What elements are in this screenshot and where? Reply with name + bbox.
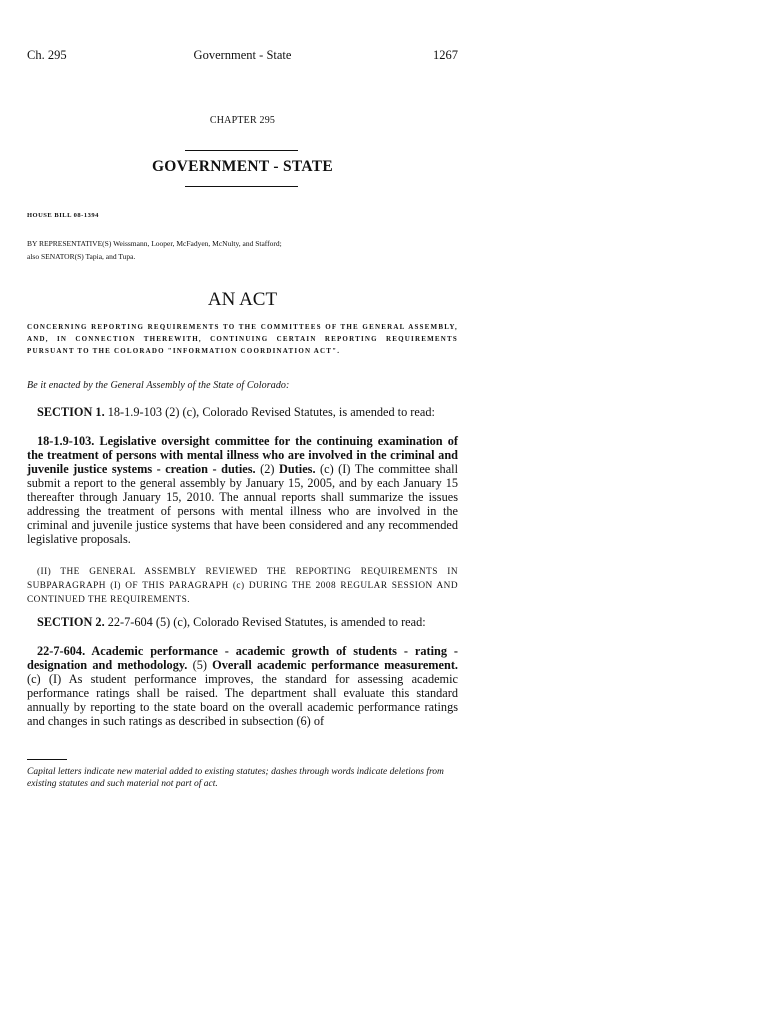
footnote-rule (27, 759, 67, 760)
statute-2-body (27, 644, 458, 728)
bill-number: HOUSE BILL 08-1394 (27, 212, 99, 219)
statute-1-subsection-heading: Duties. (278, 462, 316, 476)
running-title: Government - State (193, 48, 292, 62)
section-1-text: 18-1.9-103 (2) (c), Colorado Revised Statutes, is amended to read: (107, 405, 435, 419)
statute-1-body (27, 434, 458, 546)
statute-2-text: (c) (I) As student performance improves, the standard for assessing academic performance ratings shall be raised. The department shall evaluate this standard annually by reporting to the state board on the overall academic performance ratings and changes in such ratings as described in subsection (6) of (27, 672, 458, 728)
footnote: Capital letters indicate new material added to existing statutes; dashes through words indicate deletions from existing statutes and such material not part of act. (27, 767, 444, 789)
chapter-label: CHAPTER 295 (209, 115, 276, 126)
act-concerning-clause: CONCERNING REPORTING REQUIREMENTS TO THE COMMITTEES OF THE GENERAL ASSEMBLY, AND, IN CONNECTION THEREWITH, CONTINUING CERTAIN REPORTING REQUIREMENTS PURSUANT TO THE COLORADO "INFORMATION COORDINATION ACT". (27, 323, 458, 355)
section-2-label: SECTION 2. (37, 615, 105, 629)
running-head (27, 48, 458, 64)
sponsors-line-2: also SENATOR(S) Tapia, and Tupa. (27, 252, 136, 261)
sponsors (27, 237, 282, 263)
statute-2-heading: 22-7-604. Academic performance - academic growth of students - rating - designation and methodology. (27, 644, 458, 672)
statute-1-text: (c) (I) The committee shall submit a report to the general assembly by January 15, 2005, and by each January 15 thereafter through January 15, 2010. The annual reports shall summarize the issues addressing the treatment of persons with mental illness who are involved in the criminal and juvenile justice systems that have been considered and any recommended legislative proposals. (27, 462, 458, 546)
heading-rule-bottom (185, 186, 298, 187)
act-title: AN ACT (207, 289, 278, 310)
statute-2-subsection-heading: Overall academic performance measurement. (212, 658, 458, 672)
statute-1-heading: 18-1.9-103. Legislative oversight committee for the continuing examination of the treatment of persons with mental illness who are involved in the criminal and juvenile justice systems - creation - duties. (27, 434, 458, 476)
section-1-label: SECTION 1. (37, 405, 105, 419)
chapter-number: Ch. 295 (27, 48, 67, 62)
heading-rule-top (185, 150, 298, 151)
section-2-intro (27, 615, 458, 629)
sponsors-line-1: BY REPRESENTATIVE(S) Weissmann, Looper, McFadyen, McNulty, and Stafford; (27, 239, 282, 248)
page-title: GOVERNMENT - STATE (151, 158, 334, 175)
section-2-text: 22-7-604 (5) (c), Colorado Revised Statutes, is amended to read: (107, 615, 426, 629)
amendment-1: (II) THE GENERAL ASSEMBLY REVIEWED THE REPORTING REQUIREMENTS IN SUBPARAGRAPH (I) OF THIS PARAGRAPH (c) DURING THE 2008 REGULAR SESSION AND CONTINUED THE REQUIREMENTS. (27, 567, 458, 605)
page-number: 1267 (433, 48, 458, 62)
statute-2-subsection-label: (5) (192, 658, 207, 672)
enacting-clause: Be it enacted by the General Assembly of the State of Colorado: (27, 380, 290, 391)
section-1-intro (27, 405, 458, 419)
statute-1-subsection-label: (2) (260, 462, 275, 476)
